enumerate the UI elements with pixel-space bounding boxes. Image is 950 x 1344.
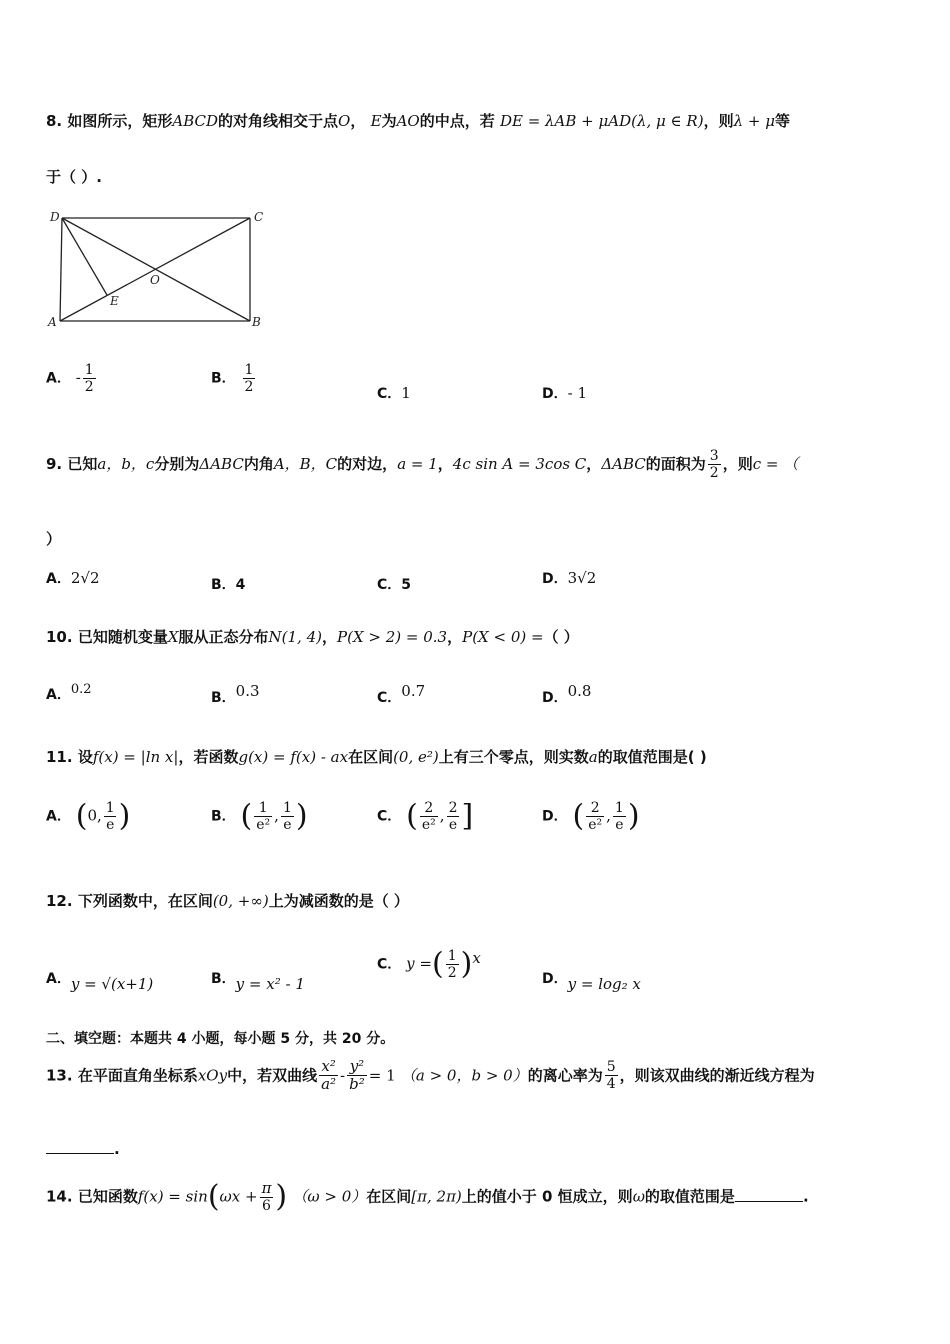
- q13-answer-blank[interactable]: [46, 1152, 114, 1154]
- q8-rectangle-figure: [44, 205, 274, 335]
- q8-option-b[interactable]: B． $\frac{1}{2}$: [211, 362, 254, 396]
- label-o: O: [150, 273, 160, 287]
- q8-stem-cont: 于（ ）.: [46, 168, 102, 186]
- q14-answer-blank[interactable]: [735, 1200, 803, 1202]
- q11-option-c[interactable]: C． ( $\frac{2}{\text{e²}}$ , $\frac{2}{e}$ ]: [377, 798, 474, 834]
- section-heading: 二、填空题：本题共 4 小题，每小题 5 分，共 20 分。: [46, 1031, 395, 1047]
- label-a: A: [48, 315, 57, 329]
- q10-option-c[interactable]: C．0.7: [377, 682, 426, 706]
- q9-close: ）: [46, 530, 62, 548]
- q12-option-b[interactable]: B．y = x² - 1: [211, 971, 305, 993]
- q12-option-a[interactable]: A．y = √(x+1): [46, 971, 154, 993]
- q10-option-b[interactable]: B．0.3: [211, 682, 260, 706]
- q13-stem: 13. 在平面直角坐标系xOy中，若双曲线 $\frac{\text{x²}}{\text{a²}}$ - $\frac{\text{y²}}{\text{b²}}$ = 1 （a > 0，b > 0）的离心率为 $\frac{5}{4}$ ，则该双曲线的渐近线方程为: [46, 1057, 815, 1094]
- q10-stem: 10. 已知随机变量X服从正态分布N(1, 4)，P(X > 2) = 0.3，P(X < 0) =（ ）: [46, 628, 579, 646]
- q12-option-c[interactable]: C． y =( $\frac{1}{2}$ )$^x$: [377, 946, 481, 982]
- q10-option-d[interactable]: D．0.8: [542, 682, 592, 706]
- label-e: E: [110, 294, 119, 308]
- label-c: C: [254, 210, 264, 224]
- q8-stem: 8. 如图所示，矩形ABCD的对角线相交于点O， E为AO的中点，若 DE = λAB + μAD(λ, μ ∈ R)，则λ + μ等: [46, 112, 790, 130]
- q9-option-d[interactable]: D．3√2: [542, 569, 597, 587]
- q8-expression: DE = λAB + μAD(λ, μ ∈ R): [499, 112, 704, 130]
- q8-option-c[interactable]: C．1: [377, 384, 411, 402]
- q9-stem: 9. 已知a，b，c分别为ΔABC内角A，B，C的对边，a = 1，4c sin A = 3cos C，ΔABC的面积为 $\frac{3}{2}$ ，则c = （: [46, 448, 799, 482]
- q11-option-d[interactable]: D． ( $\frac{2}{\text{e²}}$ , $\frac{1}{e}$ ): [542, 798, 640, 834]
- q14-stem: 14. 已知函数f(x) = sin(ωx + $\frac{\pi}{6}$ ) （ω > 0）在区间[π, 2π)上的值小于 0 恒成立，则ω的取值范围是 .: [46, 1179, 809, 1215]
- label-b: B: [252, 315, 261, 329]
- q10-option-a[interactable]: A．0.2: [46, 682, 92, 703]
- q11-stem: 11. 设f(x) = |ln x|，若函数g(x) = f(x) - ax在区间(0, e²)上有三个零点，则实数a的取值范围是( ): [46, 748, 707, 766]
- q13-answer-line: .: [46, 1140, 120, 1158]
- q9-option-a[interactable]: A．2√2: [46, 569, 100, 587]
- q9-option-c[interactable]: C．5: [377, 577, 412, 593]
- label-d: D: [50, 210, 60, 224]
- q12-option-d[interactable]: D．y = log₂ x: [542, 971, 641, 993]
- q11-option-a[interactable]: A． (0, $\frac{1}{e}$ ): [46, 798, 131, 834]
- q12-stem: 12. 下列函数中，在区间(0, +∞)上为减函数的是（ ）: [46, 892, 409, 910]
- q8-option-a[interactable]: A． - $\frac{1}{2}$: [46, 362, 94, 396]
- q8-option-d[interactable]: D．- 1: [542, 384, 588, 402]
- q9-option-b[interactable]: B．4: [211, 577, 246, 593]
- q11-option-b[interactable]: B． ( $\frac{1}{\text{e²}}$ , $\frac{1}{e}$ ): [211, 798, 308, 834]
